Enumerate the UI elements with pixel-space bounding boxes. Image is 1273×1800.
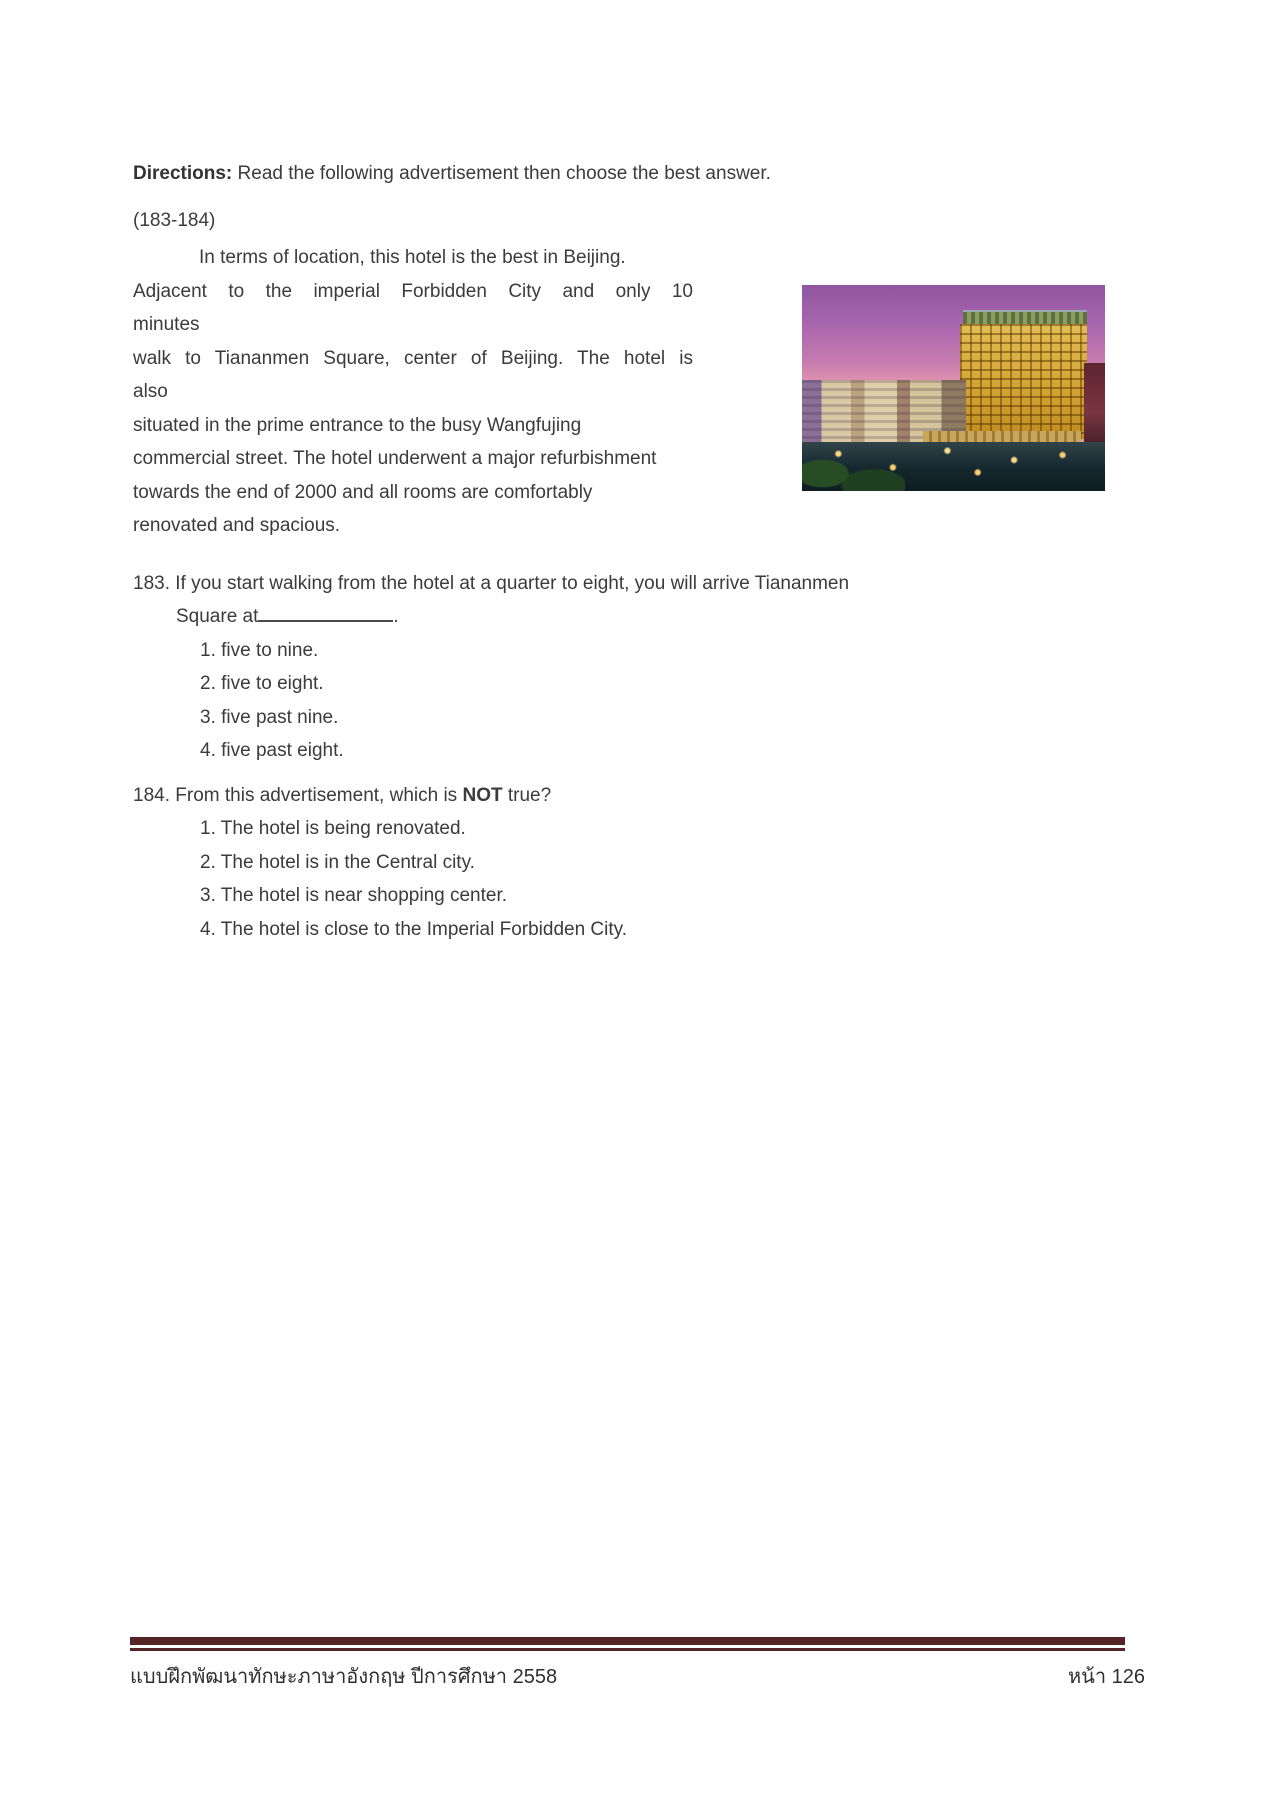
question-184-text-suffix: true? bbox=[502, 784, 552, 806]
footer-page-number: หน้า 126 bbox=[1067, 1666, 1145, 1688]
question-183-text2: Square at bbox=[176, 606, 259, 627]
question-184-stem bbox=[133, 779, 1140, 813]
passage-line: commercial street. The hotel underwent a major refurbishment bbox=[133, 448, 657, 469]
question-183-text2-period: . bbox=[393, 606, 399, 627]
hotel-photo-lights bbox=[802, 429, 1105, 491]
choice-183-3: 3. five past nine. bbox=[200, 706, 339, 728]
footer-rule-thin bbox=[130, 1648, 1125, 1651]
passage-line: minutes bbox=[133, 314, 200, 335]
question-184-not-bold: NOT bbox=[462, 784, 503, 806]
choice-184-1: 1. The hotel is being renovated. bbox=[200, 818, 466, 839]
passage-block bbox=[133, 241, 1140, 543]
choice-183-2: 2. five to eight. bbox=[200, 673, 324, 694]
directions-label: Directions: bbox=[133, 163, 233, 184]
passage-line: renovated and spacious. bbox=[133, 515, 341, 536]
choice-183-4: 4. five past eight. bbox=[200, 740, 344, 761]
footer-rule-thick bbox=[130, 1637, 1125, 1645]
choice-184-4: 4. The hotel is close to the Imperial Forbidden City. bbox=[200, 918, 628, 940]
directions-text: Read the following advertisement then choose the best answer. bbox=[237, 163, 771, 184]
question-183-choices bbox=[200, 634, 1140, 768]
question-184-choices bbox=[200, 812, 1140, 946]
passage-line: Adjacent to the imperial Forbidden City and only 10 bbox=[133, 280, 693, 302]
directions-line bbox=[133, 162, 1140, 186]
question-184-number: 184. bbox=[133, 784, 170, 806]
choice-184-2: 2. The hotel is in the Central city. bbox=[200, 851, 475, 873]
passage-line: In terms of location, this hotel is the best in Beijing. bbox=[199, 247, 626, 268]
choice-183-1: 1. five to nine. bbox=[200, 639, 319, 661]
choice-184-3: 3. The hotel is near shopping center. bbox=[200, 885, 508, 906]
question-183-text: If you start walking from the hotel at a quarter to eight, you will arrive Tiananmen bbox=[175, 572, 850, 594]
answer-blank bbox=[258, 602, 393, 622]
question-184-text: From this advertisement, which is bbox=[175, 784, 463, 806]
footer-text-row bbox=[130, 1660, 1145, 1692]
passage-line: walk to Tiananmen Square, center of Beijing. The hotel is bbox=[133, 347, 693, 369]
footer-workbook-title: แบบฝึกพัฒนาทักษะภาษาอังกฤษ ปีการศึกษา 2558 bbox=[130, 1666, 558, 1688]
question-range: (183-184) bbox=[133, 210, 216, 231]
page-footer bbox=[130, 1637, 1145, 1692]
question-183-stem bbox=[133, 567, 1140, 601]
question-183-stem-cont bbox=[176, 600, 1140, 634]
passage-line: situated in the prime entrance to the busy Wangfujing bbox=[133, 414, 582, 436]
passage-line: towards the end of 2000 and all rooms are comfortably bbox=[133, 481, 593, 503]
question-184 bbox=[133, 779, 1140, 947]
question-183-number: 183. bbox=[133, 572, 170, 594]
hotel-photo-building bbox=[960, 324, 1087, 439]
passage-line: also bbox=[133, 381, 168, 402]
question-183 bbox=[133, 567, 1140, 768]
page-content bbox=[133, 143, 1140, 946]
hotel-photo bbox=[802, 285, 1105, 491]
passage-text bbox=[133, 241, 693, 543]
